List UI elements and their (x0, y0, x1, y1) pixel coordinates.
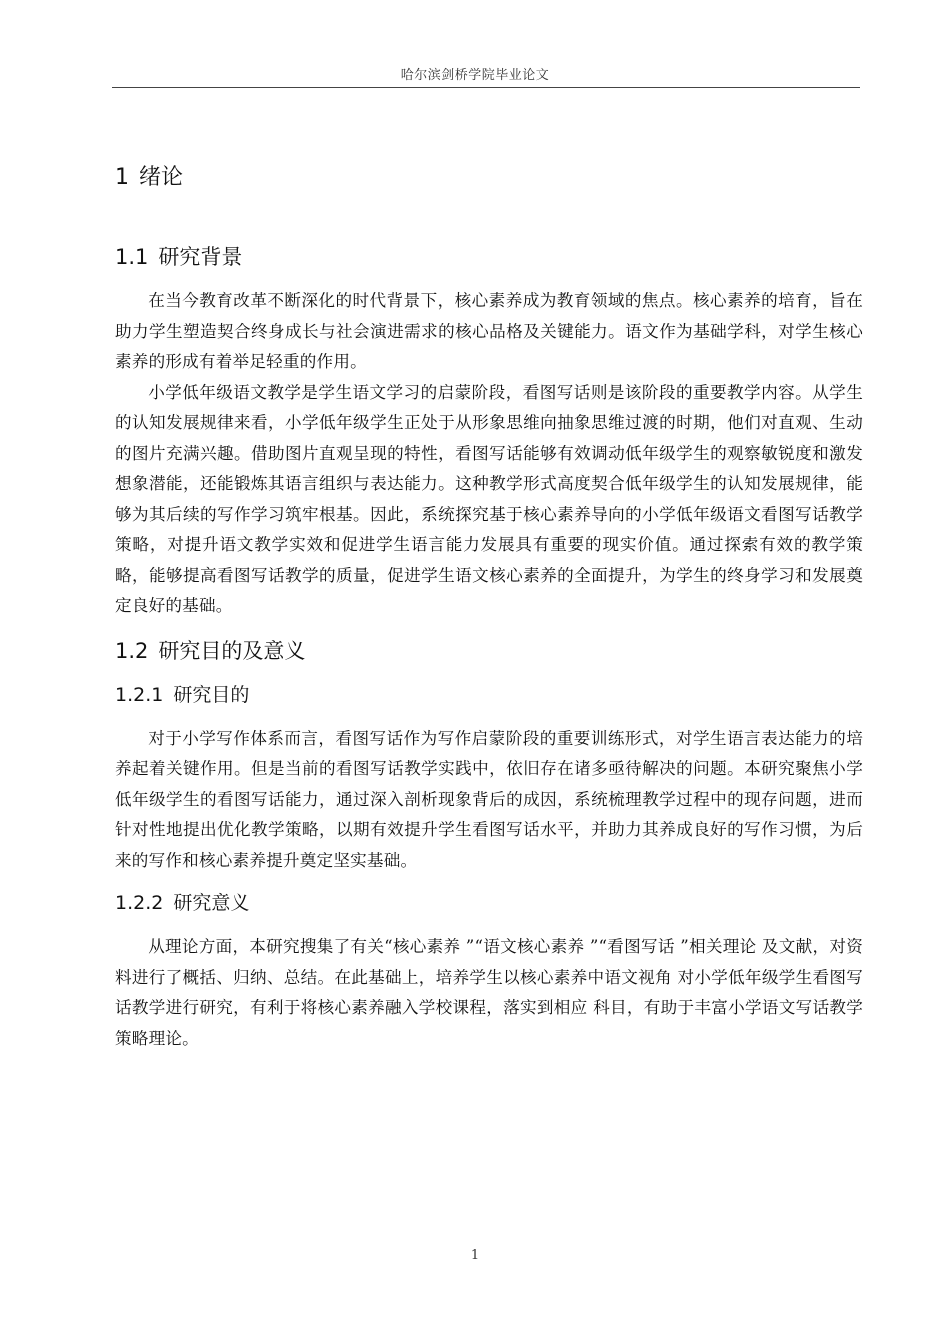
section-heading-1-1 (115, 240, 863, 274)
running-header: 哈尔滨剑桥学院毕业论文 (400, 68, 550, 83)
page-body (115, 160, 863, 1054)
subsection-title: 研究目的 (173, 683, 250, 706)
page-number: 1 (470, 1248, 480, 1263)
chapter-title: 绪论 (139, 165, 184, 190)
paragraph: 小学低年级语文教学是学生语文学习的启蒙阶段，看图写话则是该阶段的重要教学内容。从学生的认知发展规律来看，小学低年级学生正处于从形象思维向抽象思维过渡的时期，他们对直观、生动的图片充满兴趣。借助图片直观呈现的特性，看图写话能够有效调动低年级学生的观察敏锐度和激发想象潜能，还能锻炼其语言组织与表达能力。这种教学形式高度契合低年级学生的认知发展规律，能够为其后续的写作学习筑牢根基。因此，系统探究基于核心素养导向的小学低年级语文看图写话教学策略，对提升语文教学实效和促进学生语言能力发展具有重要的现实价值。通过探索有效的教学策略，能够提高看图写话教学的质量，促进学生语文核心素养的全面提升，为学生的终身学习和发展奠定良好的基础。 (115, 382, 863, 615)
subsection-number: 1.2.2 (115, 892, 164, 914)
section-number: 1.1 (115, 245, 149, 269)
chapter-number: 1 (115, 165, 129, 190)
section-heading-1-2 (115, 634, 863, 668)
paragraph: 从理论方面，本研究搜集了有关“核心素养 ”“语文核心素养 ”“看图写话 ”相关理论 及文献，对资料进行了概括、归纳、总结。在此基础上，培养学生以核心素养中语文视角 对小学低年级学生看图写话教学进行研究，有利于将核心素养融入学校课程，落实到相应 科目，有助于丰富小学语文写话教学策略理论。 (115, 937, 863, 1048)
subsection-heading-1-2-2 (115, 888, 863, 918)
section-title: 研究目的及意义 (158, 638, 306, 663)
section-number: 1.2 (115, 638, 149, 663)
subsection-heading-1-2-1 (115, 680, 863, 710)
section-title: 研究背景 (158, 245, 243, 269)
paragraph: 对于小学写作体系而言，看图写话作为写作启蒙阶段的重要训练形式，对学生语言表达能力的培养起着关键作用。但是当前的看图写话教学实践中，依旧存在诸多亟待解决的问题。本研究聚焦小学低年级学生的看图写话能力，通过深入剖析现象背后的成因，系统梳理教学过程中的现存问题，进而针对性地提出优化教学策略，以期有效提升学生看图写话水平，并助力其养成良好的写作习惯，为后来的写作和核心素养提升奠定坚实基础。 (115, 728, 863, 870)
subsection-title: 研究意义 (173, 892, 250, 914)
chapter-heading (115, 160, 863, 196)
subsection-number: 1.2.1 (115, 683, 164, 706)
paragraph: 在当今教育改革不断深化的时代背景下，核心素养成为教育领域的焦点。核心素养的培育，旨在助力学生塑造契合终身成长与社会演进需求的核心品格及关键能力。语文作为基础学科，对学生核心素养的形成有着举足轻重的作用。 (115, 291, 863, 371)
header-divider (112, 87, 860, 88)
